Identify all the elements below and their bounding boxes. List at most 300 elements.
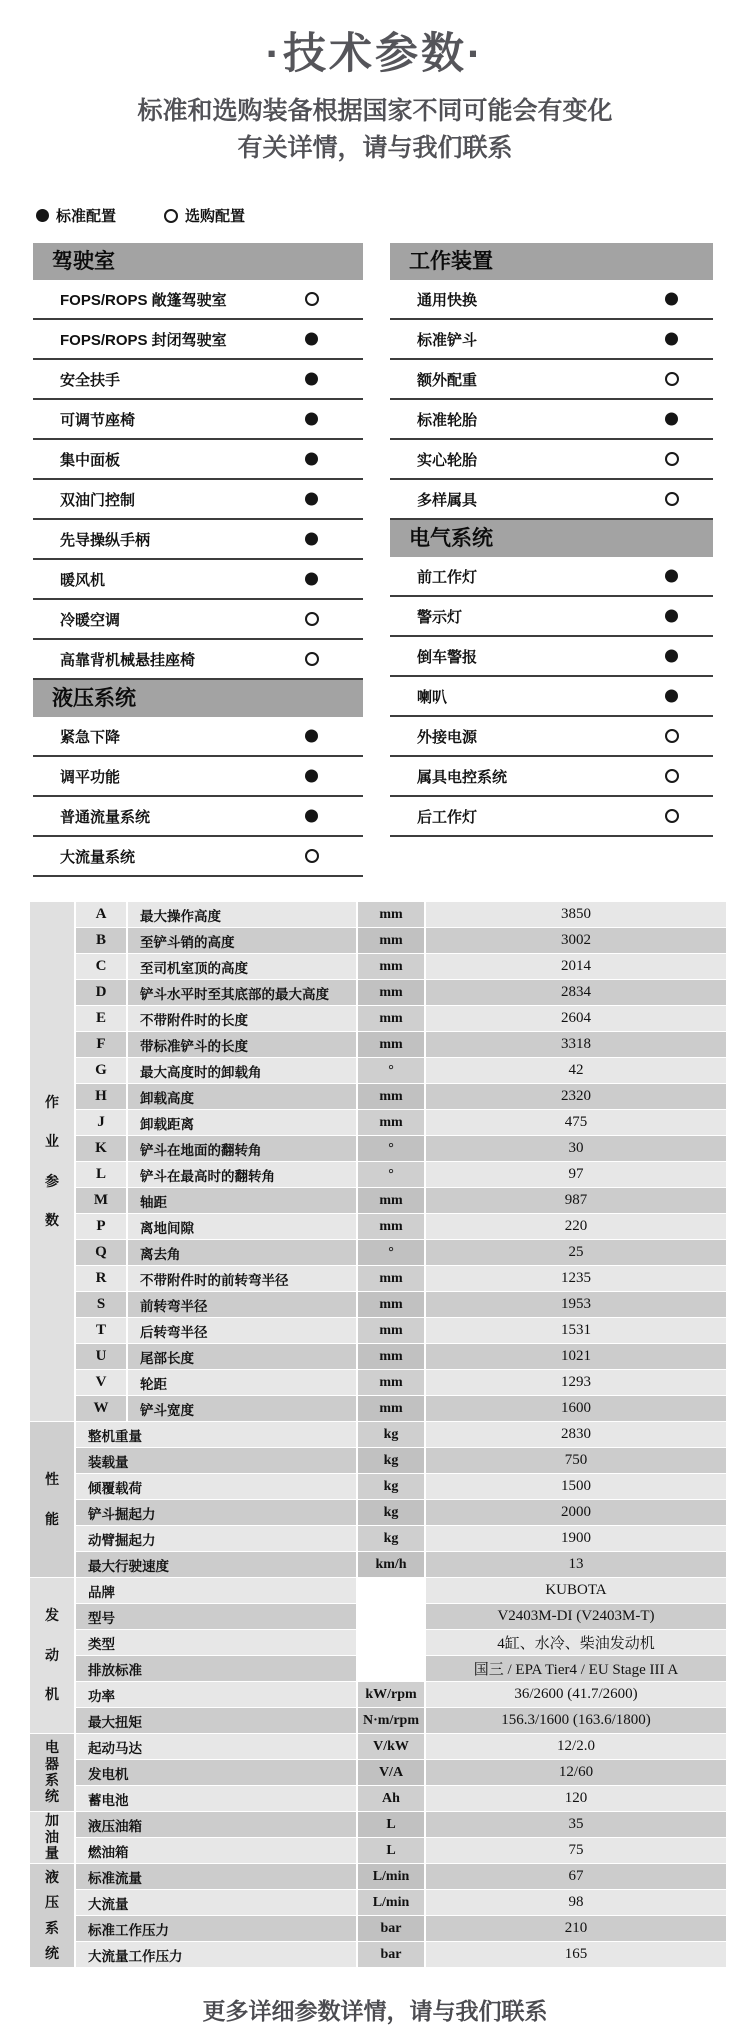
legend-standard-label: 标准配置 bbox=[56, 208, 117, 225]
spec-unit: bar bbox=[358, 1916, 424, 1941]
equipment-label: 大流量系统 bbox=[60, 848, 136, 866]
spec-value: 1500 bbox=[426, 1474, 726, 1499]
equipment-label: 倒车警报 bbox=[417, 648, 478, 666]
legend-standard bbox=[36, 205, 116, 226]
spec-name: 功率 bbox=[76, 1682, 356, 1707]
equipment-row bbox=[390, 320, 713, 360]
standard-dot-icon bbox=[665, 570, 678, 583]
spec-group-label: 发 动 机 bbox=[30, 1578, 74, 1733]
equipment-row bbox=[33, 320, 363, 360]
spec-value: 2320 bbox=[426, 1084, 726, 1109]
spec-unit: N·m/rpm bbox=[358, 1708, 424, 1733]
spec-row bbox=[76, 1786, 726, 1811]
spec-row bbox=[76, 1110, 726, 1135]
spec-unit: mm bbox=[358, 1266, 424, 1291]
spec-unit: mm bbox=[358, 1396, 424, 1421]
equipment-row bbox=[390, 757, 713, 797]
spec-row bbox=[76, 1188, 726, 1213]
spec-unit: kg bbox=[358, 1500, 424, 1525]
spec-row bbox=[76, 1604, 726, 1629]
spec-name: 不带附件时的长度 bbox=[128, 1006, 356, 1031]
equipment-label: 集中面板 bbox=[60, 451, 121, 469]
equipment-row bbox=[390, 557, 713, 597]
optional-dot-icon bbox=[164, 209, 178, 223]
spec-row bbox=[76, 1422, 726, 1447]
equipment-row bbox=[33, 757, 363, 797]
spec-unit: mm bbox=[358, 980, 424, 1005]
spec-unit: mm bbox=[358, 902, 424, 927]
spec-row bbox=[76, 1526, 726, 1551]
equipment-column-left bbox=[33, 243, 363, 877]
equipment-label: 通用快换 bbox=[417, 291, 478, 309]
equipment-row bbox=[390, 717, 713, 757]
spec-unit: ° bbox=[358, 1162, 424, 1187]
legend bbox=[36, 205, 750, 226]
spec-table-group bbox=[30, 1864, 726, 1967]
spec-unit: V/kW bbox=[358, 1734, 424, 1759]
equipment-label: 前工作灯 bbox=[417, 568, 478, 586]
spec-row bbox=[76, 1032, 726, 1057]
equipment-row bbox=[33, 360, 363, 400]
spec-code: A bbox=[76, 902, 126, 927]
optional-dot-icon bbox=[665, 809, 679, 823]
spec-name: 品牌 bbox=[76, 1578, 356, 1603]
equipment-label: FOPS/ROPS 敞篷驾驶室 bbox=[60, 291, 227, 309]
spec-unit: V/A bbox=[358, 1760, 424, 1785]
spec-unit: kg bbox=[358, 1474, 424, 1499]
section-header: 液压系统 bbox=[33, 680, 363, 717]
spec-name: 标准工作压力 bbox=[76, 1916, 356, 1941]
spec-code: E bbox=[76, 1006, 126, 1031]
spec-value: 42 bbox=[426, 1058, 726, 1083]
spec-value: 3002 bbox=[426, 928, 726, 953]
spec-value: 35 bbox=[426, 1812, 726, 1837]
spec-name: 至铲斗销的高度 bbox=[128, 928, 356, 953]
spec-unit: mm bbox=[358, 1370, 424, 1395]
spec-name: 蓄电池 bbox=[76, 1786, 356, 1811]
spec-name: 带标准铲斗的长度 bbox=[128, 1032, 356, 1057]
equipment-row bbox=[33, 600, 363, 640]
spec-name: 轮距 bbox=[128, 1370, 356, 1395]
spec-unit: mm bbox=[358, 1344, 424, 1369]
spec-row bbox=[76, 1630, 726, 1655]
spec-row bbox=[76, 1890, 726, 1915]
optional-dot-icon bbox=[305, 849, 319, 863]
spec-row bbox=[76, 1084, 726, 1109]
equipment-label: 先导操纵手柄 bbox=[60, 531, 151, 549]
spec-name: 装载量 bbox=[76, 1448, 356, 1473]
spec-name: 铲斗宽度 bbox=[128, 1396, 356, 1421]
spec-value: 12/2.0 bbox=[426, 1734, 726, 1759]
spec-table-group bbox=[30, 1734, 726, 1811]
spec-name: 铲斗水平时至其底部的最大高度 bbox=[128, 980, 356, 1005]
equipment-label: 属具电控系统 bbox=[417, 768, 508, 786]
spec-value: 210 bbox=[426, 1916, 726, 1941]
equipment-label: 外接电源 bbox=[417, 728, 478, 746]
equipment-label: FOPS/ROPS 封闭驾驶室 bbox=[60, 331, 227, 349]
spec-value: 2830 bbox=[426, 1422, 726, 1447]
standard-dot-icon bbox=[665, 650, 678, 663]
spec-row bbox=[76, 1864, 726, 1889]
equipment-label: 标准轮胎 bbox=[417, 411, 478, 429]
spec-value: 750 bbox=[426, 1448, 726, 1473]
spec-row bbox=[76, 1344, 726, 1369]
spec-value: 1600 bbox=[426, 1396, 726, 1421]
spec-unit: ° bbox=[358, 1136, 424, 1161]
spec-value: 2604 bbox=[426, 1006, 726, 1031]
equipment-row bbox=[33, 797, 363, 837]
spec-row bbox=[76, 928, 726, 953]
spec-value: 98 bbox=[426, 1890, 726, 1915]
spec-code: G bbox=[76, 1058, 126, 1083]
spec-value: 国三 / EPA Tier4 / EU Stage III A bbox=[426, 1656, 726, 1681]
section-header: 电气系统 bbox=[390, 520, 713, 557]
equipment-label: 双油门控制 bbox=[60, 491, 136, 509]
spec-table-group bbox=[30, 1422, 726, 1577]
standard-dot-icon bbox=[305, 493, 318, 506]
spec-value: 3318 bbox=[426, 1032, 726, 1057]
spec-name: 燃油箱 bbox=[76, 1838, 356, 1863]
equipment-label: 调平功能 bbox=[60, 768, 121, 786]
spec-value: 1293 bbox=[426, 1370, 726, 1395]
spec-value: 987 bbox=[426, 1188, 726, 1213]
spec-code: P bbox=[76, 1214, 126, 1239]
optional-dot-icon bbox=[665, 729, 679, 743]
spec-unit: mm bbox=[358, 1188, 424, 1213]
spec-row bbox=[76, 1370, 726, 1395]
spec-name: 大流量工作压力 bbox=[76, 1942, 356, 1967]
spec-unit bbox=[358, 1578, 424, 1603]
spec-group-rows bbox=[76, 1812, 726, 1863]
spec-name: 液压油箱 bbox=[76, 1812, 356, 1837]
spec-code: V bbox=[76, 1370, 126, 1395]
spec-value: 1021 bbox=[426, 1344, 726, 1369]
equipment-column-right bbox=[390, 243, 713, 837]
equipment-row bbox=[33, 560, 363, 600]
spec-value: 120 bbox=[426, 1786, 726, 1811]
spec-row bbox=[76, 1812, 726, 1837]
spec-value: 30 bbox=[426, 1136, 726, 1161]
equipment-row bbox=[33, 717, 363, 757]
spec-code: D bbox=[76, 980, 126, 1005]
spec-value: 2000 bbox=[426, 1500, 726, 1525]
spec-unit: mm bbox=[358, 928, 424, 953]
spec-name: 最大操作高度 bbox=[128, 902, 356, 927]
spec-row bbox=[76, 1448, 726, 1473]
spec-group-rows bbox=[76, 1422, 726, 1577]
spec-name: 大流量 bbox=[76, 1890, 356, 1915]
optional-dot-icon bbox=[665, 492, 679, 506]
standard-dot-icon bbox=[665, 690, 678, 703]
spec-name: 至司机室顶的高度 bbox=[128, 954, 356, 979]
equipment-label: 高靠背机械悬挂座椅 bbox=[60, 651, 196, 669]
spec-group-rows bbox=[76, 902, 726, 1421]
spec-row bbox=[76, 954, 726, 979]
spec-unit: mm bbox=[358, 1214, 424, 1239]
equipment-row bbox=[33, 480, 363, 520]
equipment-label: 冷暖空调 bbox=[60, 611, 121, 629]
standard-dot-icon bbox=[305, 333, 318, 346]
spec-unit: L/min bbox=[358, 1864, 424, 1889]
section-header: 驾驶室 bbox=[33, 243, 363, 280]
spec-value: 67 bbox=[426, 1864, 726, 1889]
subtitle-line-2: 有关详情，请与我们联系 bbox=[237, 134, 513, 162]
spec-row bbox=[76, 1240, 726, 1265]
spec-code: C bbox=[76, 954, 126, 979]
spec-row bbox=[76, 1318, 726, 1343]
spec-code: J bbox=[76, 1110, 126, 1135]
spec-name: 最大行驶速度 bbox=[76, 1552, 356, 1577]
equipment-row bbox=[390, 677, 713, 717]
equipment-row bbox=[390, 360, 713, 400]
spec-code: Q bbox=[76, 1240, 126, 1265]
spec-name: 卸载距离 bbox=[128, 1110, 356, 1135]
spec-name: 卸载高度 bbox=[128, 1084, 356, 1109]
spec-row bbox=[76, 1942, 726, 1967]
standard-dot-icon bbox=[36, 209, 49, 222]
equipment-row bbox=[390, 280, 713, 320]
spec-row bbox=[76, 1136, 726, 1161]
spec-code: H bbox=[76, 1084, 126, 1109]
spec-value: 475 bbox=[426, 1110, 726, 1135]
spec-group-rows bbox=[76, 1864, 726, 1967]
standard-dot-icon bbox=[305, 730, 318, 743]
standard-dot-icon bbox=[305, 413, 318, 426]
spec-unit: L bbox=[358, 1812, 424, 1837]
spec-value: 165 bbox=[426, 1942, 726, 1967]
spec-row bbox=[76, 1656, 726, 1681]
spec-value: 1531 bbox=[426, 1318, 726, 1343]
spec-unit: mm bbox=[358, 1084, 424, 1109]
spec-value: V2403M-DI (V2403M-T) bbox=[426, 1604, 726, 1629]
optional-dot-icon bbox=[305, 652, 319, 666]
equipment-row bbox=[33, 520, 363, 560]
spec-value: 220 bbox=[426, 1214, 726, 1239]
standard-dot-icon bbox=[305, 573, 318, 586]
spec-unit: mm bbox=[358, 1318, 424, 1343]
spec-group-rows bbox=[76, 1578, 726, 1733]
spec-name: 排放标准 bbox=[76, 1656, 356, 1681]
spec-row bbox=[76, 1162, 726, 1187]
spec-code: T bbox=[76, 1318, 126, 1343]
footer-note: 更多详细参数详情，请与我们联系 bbox=[202, 1998, 548, 2024]
equipment-row bbox=[390, 597, 713, 637]
spec-row bbox=[76, 1838, 726, 1863]
spec-name: 型号 bbox=[76, 1604, 356, 1629]
spec-value: 2834 bbox=[426, 980, 726, 1005]
spec-unit bbox=[358, 1630, 424, 1655]
spec-unit: kg bbox=[358, 1448, 424, 1473]
spec-table-group bbox=[30, 902, 726, 1421]
equipment-row bbox=[33, 640, 363, 680]
equipment-label: 暖风机 bbox=[60, 571, 106, 589]
spec-unit: L bbox=[358, 1838, 424, 1863]
optional-dot-icon bbox=[305, 292, 319, 306]
equipment-label: 普通流量系统 bbox=[60, 808, 151, 826]
spec-code: L bbox=[76, 1162, 126, 1187]
spec-name: 类型 bbox=[76, 1630, 356, 1655]
spec-row bbox=[76, 1500, 726, 1525]
spec-table-group bbox=[30, 1578, 726, 1733]
equipment-row bbox=[390, 637, 713, 677]
spec-unit: mm bbox=[358, 954, 424, 979]
spec-name: 最大高度时的卸载角 bbox=[128, 1058, 356, 1083]
spec-row bbox=[76, 1682, 726, 1707]
optional-dot-icon bbox=[665, 372, 679, 386]
spec-row bbox=[76, 1266, 726, 1291]
spec-group-label: 性 能 bbox=[30, 1422, 74, 1577]
optional-dot-icon bbox=[305, 612, 319, 626]
legend-optional-label: 选购配置 bbox=[185, 208, 246, 225]
optional-dot-icon bbox=[665, 769, 679, 783]
spec-code: S bbox=[76, 1292, 126, 1317]
spec-unit: kW/rpm bbox=[358, 1682, 424, 1707]
equipment-row bbox=[390, 400, 713, 440]
spec-name: 铲斗掘起力 bbox=[76, 1500, 356, 1525]
spec-name: 整机重量 bbox=[76, 1422, 356, 1447]
equipment-label: 实心轮胎 bbox=[417, 451, 478, 469]
subtitle-line-1: 标准和选购装备根据国家不同可能会有变化 bbox=[137, 97, 613, 125]
standard-dot-icon bbox=[665, 610, 678, 623]
equipment-row bbox=[390, 440, 713, 480]
spec-row bbox=[76, 1734, 726, 1759]
spec-value: 13 bbox=[426, 1552, 726, 1577]
optional-dot-icon bbox=[665, 452, 679, 466]
standard-dot-icon bbox=[305, 810, 318, 823]
spec-unit bbox=[358, 1604, 424, 1629]
spec-value: 75 bbox=[426, 1838, 726, 1863]
equipment-label: 后工作灯 bbox=[417, 808, 478, 826]
equipment-row bbox=[390, 480, 713, 520]
spec-name: 铲斗在地面的翻转角 bbox=[128, 1136, 356, 1161]
equipment-row bbox=[390, 797, 713, 837]
spec-group-rows bbox=[76, 1734, 726, 1811]
equipment-row bbox=[33, 837, 363, 877]
spec-name: 离去角 bbox=[128, 1240, 356, 1265]
spec-code: M bbox=[76, 1188, 126, 1213]
spec-code: U bbox=[76, 1344, 126, 1369]
standard-dot-icon bbox=[305, 373, 318, 386]
spec-value: 25 bbox=[426, 1240, 726, 1265]
spec-value: 156.3/1600 (163.6/1800) bbox=[426, 1708, 726, 1733]
spec-name: 最大扭矩 bbox=[76, 1708, 356, 1733]
equipment-label: 安全扶手 bbox=[60, 371, 121, 389]
spec-unit: ° bbox=[358, 1240, 424, 1265]
spec-value: 1235 bbox=[426, 1266, 726, 1291]
spec-row bbox=[76, 1916, 726, 1941]
spec-name: 后转弯半径 bbox=[128, 1318, 356, 1343]
section-header: 工作装置 bbox=[390, 243, 713, 280]
spec-name: 标准流量 bbox=[76, 1864, 356, 1889]
spec-row bbox=[76, 1578, 726, 1603]
spec-value: KUBOTA bbox=[426, 1578, 726, 1603]
spec-name: 前转弯半径 bbox=[128, 1292, 356, 1317]
equipment-label: 多样属具 bbox=[417, 491, 478, 509]
standard-dot-icon bbox=[305, 453, 318, 466]
spec-value: 3850 bbox=[426, 902, 726, 927]
standard-dot-icon bbox=[665, 293, 678, 306]
spec-group-label: 加 油 量 bbox=[30, 1812, 74, 1863]
equipment-columns bbox=[33, 243, 750, 877]
spec-row bbox=[76, 1006, 726, 1031]
spec-row bbox=[76, 1474, 726, 1499]
spec-name: 铲斗在最高时的翻转角 bbox=[128, 1162, 356, 1187]
spec-code: R bbox=[76, 1266, 126, 1291]
spec-code: B bbox=[76, 928, 126, 953]
spec-unit: kg bbox=[358, 1526, 424, 1551]
spec-value: 1900 bbox=[426, 1526, 726, 1551]
spec-name: 动臂掘起力 bbox=[76, 1526, 356, 1551]
spec-row bbox=[76, 1396, 726, 1421]
spec-name: 倾覆载荷 bbox=[76, 1474, 356, 1499]
spec-table-group bbox=[30, 1812, 726, 1863]
spec-name: 离地间隙 bbox=[128, 1214, 356, 1239]
spec-value: 2014 bbox=[426, 954, 726, 979]
standard-dot-icon bbox=[665, 413, 678, 426]
spec-unit: mm bbox=[358, 1006, 424, 1031]
standard-dot-icon bbox=[305, 770, 318, 783]
spec-unit: Ah bbox=[358, 1786, 424, 1811]
standard-dot-icon bbox=[665, 333, 678, 346]
spec-row bbox=[76, 1292, 726, 1317]
spec-group-label: 液 压 系 统 bbox=[30, 1864, 74, 1967]
equipment-row bbox=[33, 280, 363, 320]
spec-unit: bar bbox=[358, 1942, 424, 1967]
spec-unit: km/h bbox=[358, 1552, 424, 1577]
equipment-row bbox=[33, 400, 363, 440]
spec-name: 轴距 bbox=[128, 1188, 356, 1213]
spec-unit: mm bbox=[358, 1292, 424, 1317]
spec-value: 12/60 bbox=[426, 1760, 726, 1785]
spec-value: 4缸、水冷、柴油发动机 bbox=[426, 1630, 726, 1655]
spec-row bbox=[76, 902, 726, 927]
spec-table bbox=[30, 902, 726, 1967]
page-header bbox=[0, 0, 750, 167]
spec-value: 1953 bbox=[426, 1292, 726, 1317]
spec-group-label: 电 器 系 统 bbox=[30, 1734, 74, 1811]
equipment-label: 可调节座椅 bbox=[60, 411, 136, 429]
spec-code: F bbox=[76, 1032, 126, 1057]
spec-unit bbox=[358, 1656, 424, 1681]
spec-name: 尾部长度 bbox=[128, 1344, 356, 1369]
spec-value: 36/2600 (41.7/2600) bbox=[426, 1682, 726, 1707]
equipment-label: 警示灯 bbox=[417, 608, 463, 626]
legend-optional bbox=[164, 205, 245, 226]
equipment-label: 紧急下降 bbox=[60, 728, 121, 746]
spec-code: K bbox=[76, 1136, 126, 1161]
spec-group-label: 作 业 参 数 bbox=[30, 902, 74, 1421]
spec-row bbox=[76, 1552, 726, 1577]
spec-name: 发电机 bbox=[76, 1760, 356, 1785]
spec-name: 起动马达 bbox=[76, 1734, 356, 1759]
spec-row bbox=[76, 980, 726, 1005]
equipment-label: 额外配重 bbox=[417, 371, 478, 389]
page-title: ·技术参数· bbox=[265, 30, 485, 78]
spec-unit: ° bbox=[358, 1058, 424, 1083]
spec-row bbox=[76, 1760, 726, 1785]
spec-row bbox=[76, 1214, 726, 1239]
equipment-label: 喇叭 bbox=[417, 688, 448, 706]
spec-code: W bbox=[76, 1396, 126, 1421]
equipment-label: 标准铲斗 bbox=[417, 331, 478, 349]
equipment-row bbox=[33, 440, 363, 480]
spec-row bbox=[76, 1058, 726, 1083]
spec-unit: mm bbox=[358, 1032, 424, 1057]
spec-name: 不带附件时的前转弯半径 bbox=[128, 1266, 356, 1291]
spec-unit: mm bbox=[358, 1110, 424, 1135]
spec-value: 97 bbox=[426, 1162, 726, 1187]
standard-dot-icon bbox=[305, 533, 318, 546]
